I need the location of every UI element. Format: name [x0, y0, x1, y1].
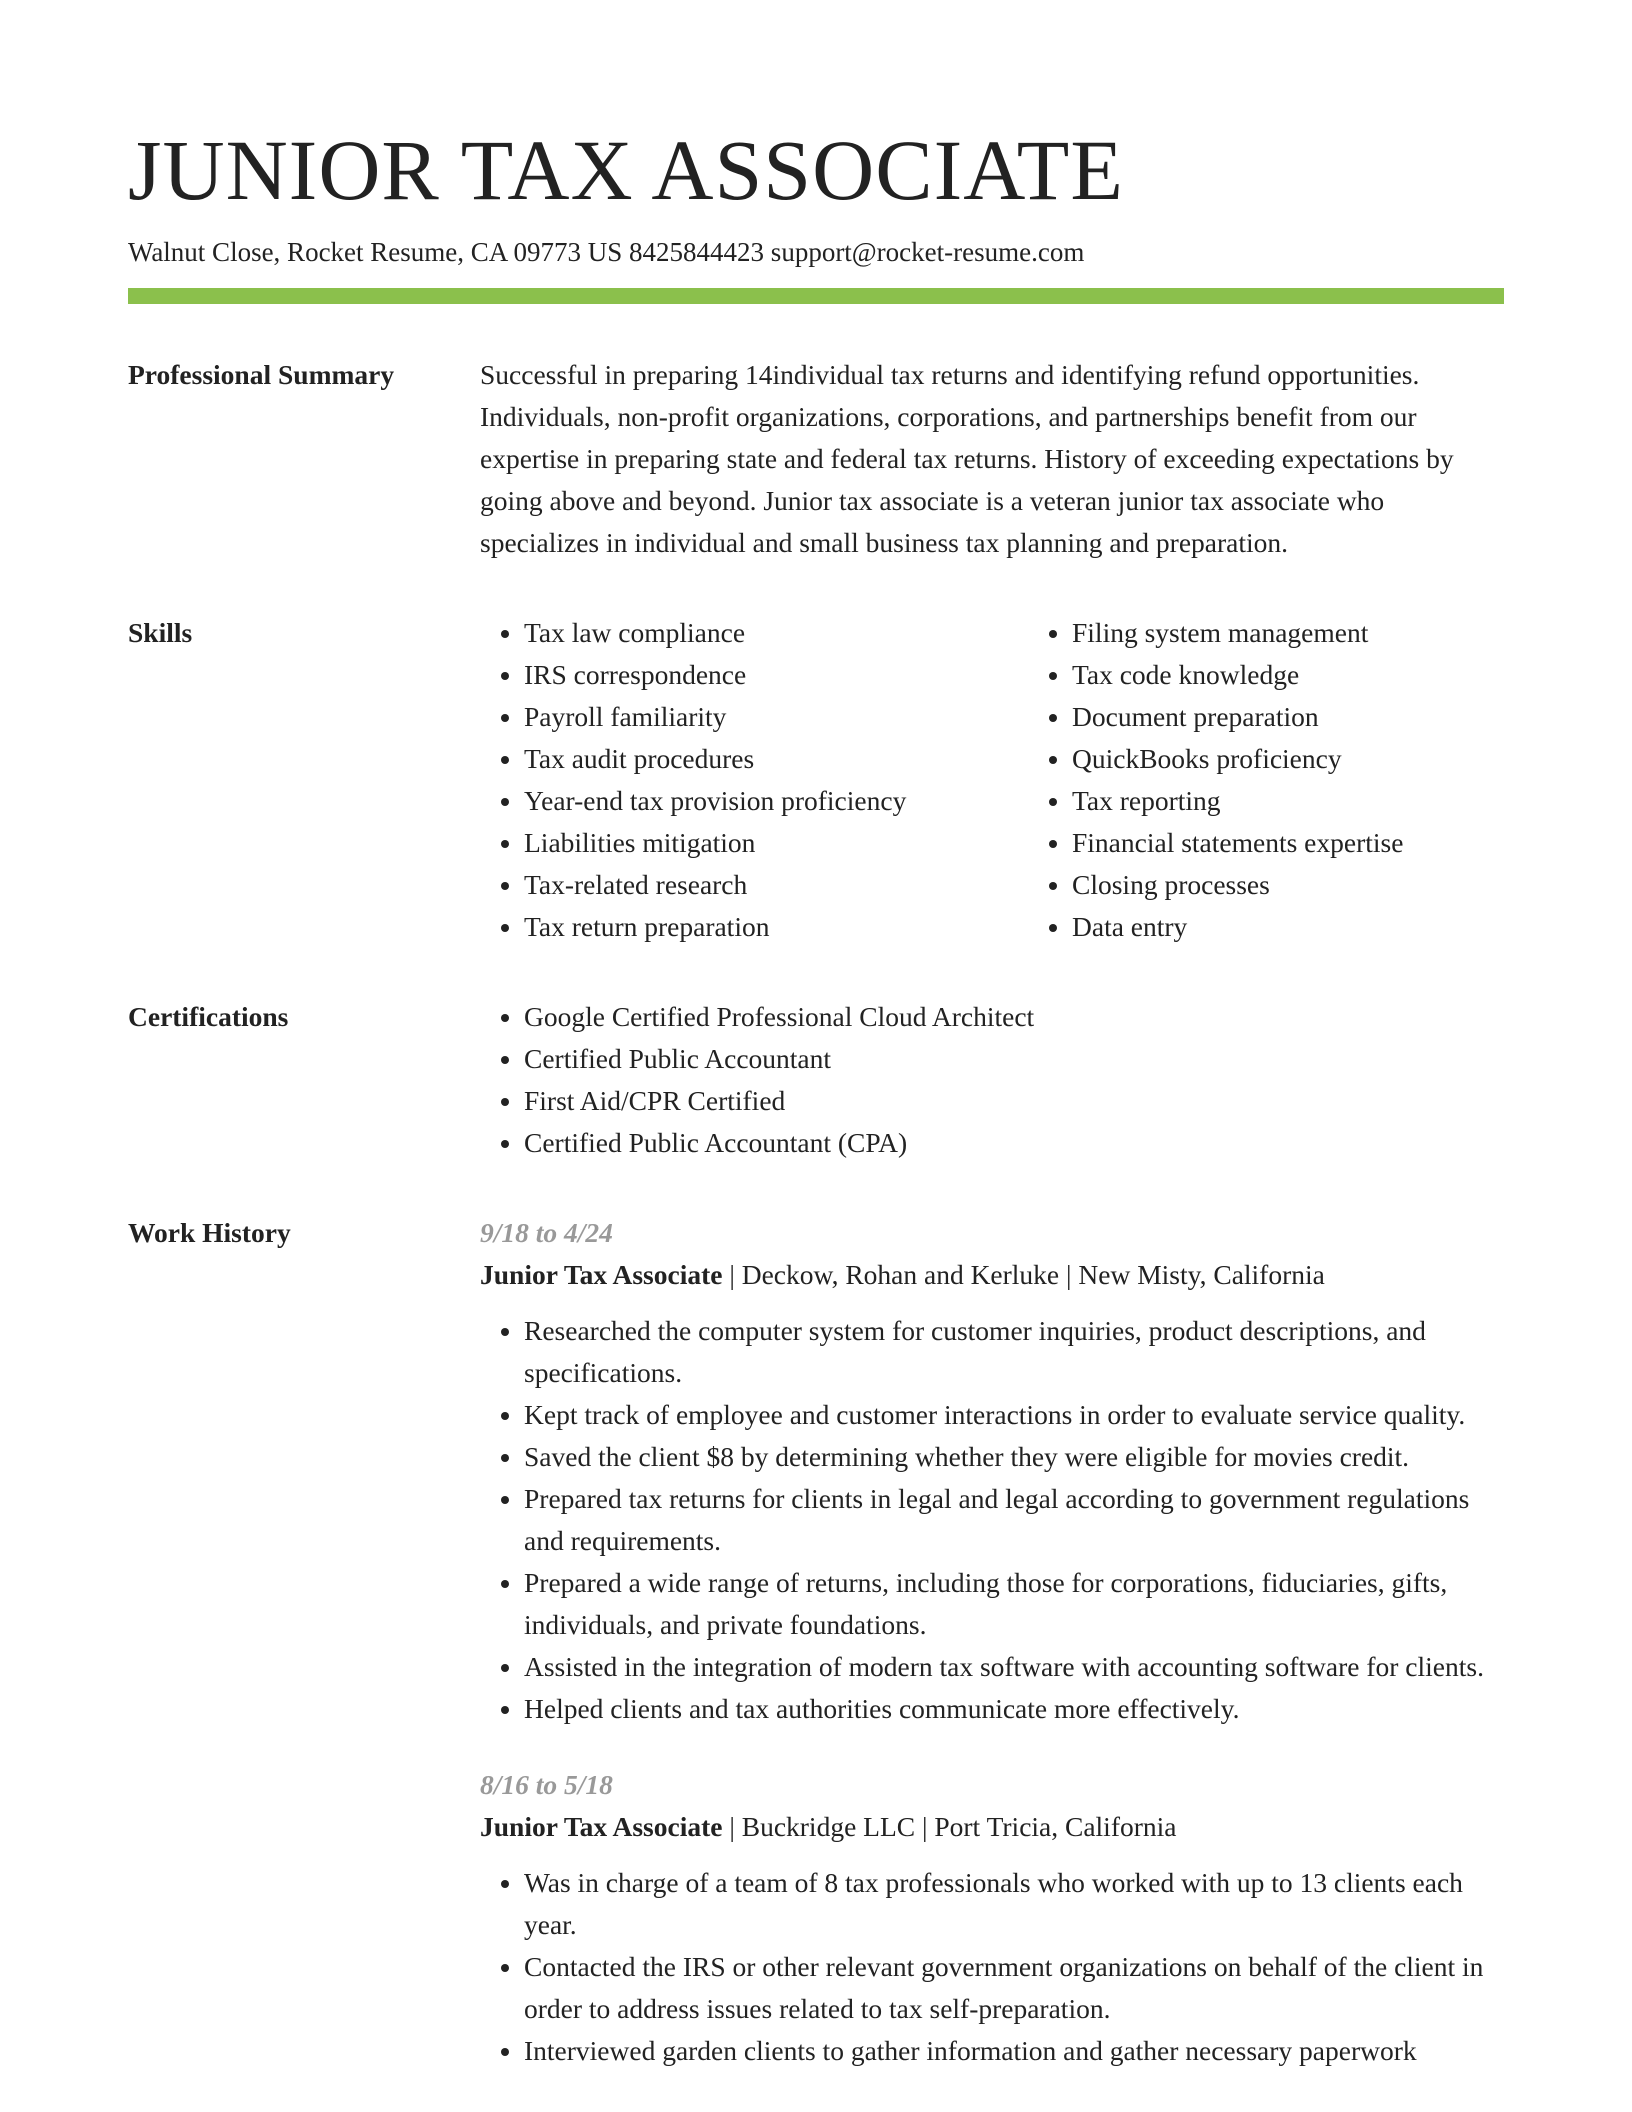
job-duty: • Interviewed garden clients to gather information and gather necessary paperwork [524, 2030, 1504, 2072]
skill-item: • Data entry [1072, 906, 1504, 948]
skill-item: • Tax audit procedures [524, 738, 1028, 780]
certification-item: • Certified Public Accountant [524, 1038, 1504, 1080]
job-dates: 8/16 to 5/18 [480, 1769, 613, 1800]
job-duty: • Helped clients and tax authorities communicate more effectively. [524, 1688, 1504, 1730]
job-duty: • Contacted the IRS or other relevant government organizations on behalf of the client in order to address issues related to tax self-preparation. [524, 1946, 1504, 2030]
certification-item: • Google Certified Professional Cloud Architect [524, 996, 1504, 1038]
job-dates: 9/18 to 4/24 [480, 1217, 613, 1248]
skills-list-right [1028, 612, 1504, 948]
contact-line: Walnut Close, Rocket Resume, CA 09773 US 8425844423 support@rocket-resume.com [128, 237, 1085, 267]
job-duty: • Was in charge of a team of 8 tax professionals who worked with up to 13 clients each year. [524, 1862, 1504, 1946]
certification-item: • First Aid/CPR Certified [524, 1080, 1504, 1122]
job-employer-location: | Buckridge LLC | Port Tricia, California [722, 1811, 1177, 1842]
work-history-heading: Work History [128, 1217, 291, 1248]
skills-heading: Skills [128, 617, 193, 648]
skill-item: • Financial statements expertise [1072, 822, 1504, 864]
skill-item: • Tax law compliance [524, 612, 1028, 654]
skill-item: • Filing system management [1072, 612, 1504, 654]
resume-page [128, 120, 1504, 2106]
work-history-section [128, 1212, 1504, 2106]
skill-item: • Tax return preparation [524, 906, 1028, 948]
skill-item: • Payroll familiarity [524, 696, 1028, 738]
job-heading [480, 1806, 1504, 1848]
skill-item: • Liabilities mitigation [524, 822, 1028, 864]
skill-item: • Tax reporting [1072, 780, 1504, 822]
skill-item: • IRS correspondence [524, 654, 1028, 696]
certifications-section [128, 996, 1504, 1164]
candidate-name: JUNIOR TAX ASSOCIATE [128, 122, 1124, 218]
skill-item: • Tax code knowledge [1072, 654, 1504, 696]
job-duty: • Assisted in the integration of modern tax software with accounting software for clients. [524, 1646, 1504, 1688]
job-duty: • Saved the client $8 by determining whether they were eligible for movies credit. [524, 1436, 1504, 1478]
skills-section [128, 612, 1504, 948]
job-heading [480, 1254, 1504, 1296]
certifications-list [480, 996, 1504, 1164]
skill-item: • QuickBooks proficiency [1072, 738, 1504, 780]
certifications-heading: Certifications [128, 1001, 289, 1032]
job-employer-location: | Deckow, Rohan and Kerluke | New Misty, California [722, 1259, 1325, 1290]
skill-item: • Closing processes [1072, 864, 1504, 906]
skill-item: • Tax-related research [524, 864, 1028, 906]
job-duty: • Prepared tax returns for clients in legal and legal according to government regulations and requirements. [524, 1478, 1504, 1562]
skill-item: • Document preparation [1072, 696, 1504, 738]
job-entry [480, 1212, 1504, 1730]
job-duties-list [480, 1310, 1504, 1730]
job-entry [480, 1764, 1504, 2072]
job-duty: • Researched the computer system for customer inquiries, product descriptions, and specifications. [524, 1310, 1504, 1394]
job-duties-list [480, 1862, 1504, 2072]
summary-section [128, 354, 1504, 564]
summary-heading: Professional Summary [128, 359, 395, 390]
job-title: Junior Tax Associate [480, 1811, 723, 1842]
skill-item: • Year-end tax provision proficiency [524, 780, 1028, 822]
skills-list-left [480, 612, 1028, 948]
job-duty: • Prepared a wide range of returns, including those for corporations, fiduciaries, gifts, individuals, and private foundations. [524, 1562, 1504, 1646]
certification-item: • Certified Public Accountant (CPA) [524, 1122, 1504, 1164]
header-divider [128, 288, 1504, 304]
summary-text: Successful in preparing 14individual tax returns and identifying refund opportunities. Individuals, non-profit organizations, corporations, and partnerships benefit from our expertise in preparing state and federal tax returns. History of exceeding expectations by going above and beyond. Junior tax associate is a veteran junior tax associate who specializes in individual and small business tax planning and preparation. [480, 359, 1454, 558]
job-title: Junior Tax Associate [480, 1259, 723, 1290]
job-duty: • Kept track of employee and customer interactions in order to evaluate service quality. [524, 1394, 1504, 1436]
